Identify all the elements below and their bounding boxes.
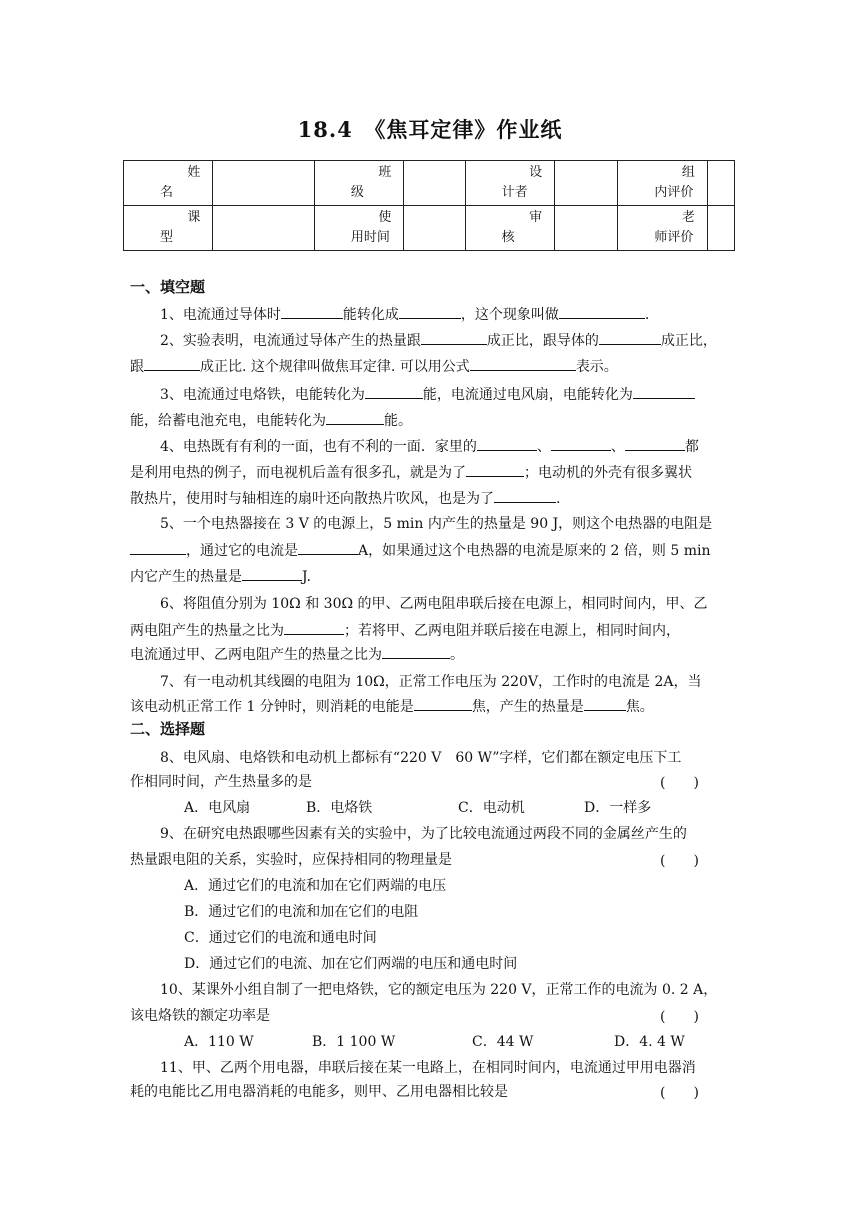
question-7: 7、有一电动机其线圈的电阻为 10Ω，正常工作电压为 220V，工作时的电流是 2A，当: [160, 674, 702, 690]
question-2: 2、实验表明，电流通过导体产生的热量跟 成正比，跟导体的 成正比，: [160, 330, 730, 351]
option-c[interactable]: C．44 W: [472, 1034, 534, 1050]
answer-blank[interactable]: [466, 462, 524, 477]
name-field[interactable]: [213, 161, 314, 206]
question-8: 8、电风扇、电烙铁和电动机上都标有“220 V 60 W”字样，它们都在额定电压下工: [160, 750, 682, 766]
question-5-line-2: ，通过它的电流是 A，如果通过这个电热器的电流是原来的 2 倍，则 5 min: [130, 540, 730, 561]
option-d[interactable]: D．一样多: [584, 800, 652, 816]
answer-blank[interactable]: [284, 620, 344, 635]
option-b[interactable]: B．电烙铁: [306, 800, 373, 816]
class-field[interactable]: [404, 161, 465, 206]
answer-blank[interactable]: [326, 410, 384, 425]
reviewer-field[interactable]: [555, 206, 618, 251]
designer-field[interactable]: [555, 161, 618, 206]
answer-blank[interactable]: [365, 384, 423, 399]
option-d[interactable]: D．通过它们的电流、加在它们两端的电压和通电时间: [184, 956, 518, 972]
answer-parentheses[interactable]: ( ): [660, 853, 699, 869]
question-4: 4、电热既有有利的一面，也有不利的一面．家里的 、 、 都: [160, 436, 730, 457]
designer-label: 设 计者: [465, 161, 554, 206]
teacher-eval-field[interactable]: [707, 206, 734, 251]
answer-blank[interactable]: [625, 436, 685, 451]
answer-blank[interactable]: [470, 356, 576, 371]
answer-parentheses[interactable]: ( ): [660, 1009, 699, 1025]
option-b[interactable]: B．通过它们的电流和加在它们的电阻: [184, 904, 419, 920]
section-heading-fill-in: 一、填空题: [130, 278, 206, 296]
option-a[interactable]: A．110 W: [184, 1034, 254, 1050]
question-3-line-2: 能，给蓄电池充电，电能转化为 能。: [130, 410, 730, 431]
question-4-line-2: 是利用电热的例子，而电视机后盖有很多孔，就是为了 ；电动机的外壳有很多翼状: [130, 462, 730, 483]
option-a[interactable]: A．通过它们的电流和加在它们两端的电压: [184, 878, 447, 894]
answer-blank[interactable]: [559, 304, 645, 319]
question-10-line-2: 该电烙铁的额定功率是: [130, 1008, 270, 1024]
reviewer-label: 审 核: [465, 206, 554, 251]
question-6: 6、将阻值分别为 10Ω 和 30Ω 的甲、乙两电阻串联后接在电源上，相同时间内，甲、乙: [160, 596, 708, 612]
answer-blank[interactable]: [584, 696, 626, 711]
answer-blank[interactable]: [144, 356, 200, 371]
answer-blank[interactable]: [130, 540, 186, 555]
usage-time-label: 使 用时间: [314, 206, 403, 251]
question-8-line-2: 作相同时间，产生热量多的是: [130, 774, 312, 790]
question-4-line-3: 散热片，使用时与轴相连的扇叶还向散热片吹风，也是为了 .: [130, 488, 730, 509]
answer-blank[interactable]: [414, 696, 472, 711]
option-d[interactable]: D．4. 4 W: [614, 1034, 685, 1050]
info-table: [123, 160, 735, 251]
answer-blank[interactable]: [421, 330, 487, 345]
answer-blank[interactable]: [382, 644, 450, 659]
answer-blank[interactable]: [599, 330, 661, 345]
answer-blank[interactable]: [281, 304, 343, 319]
answer-blank[interactable]: [399, 304, 461, 319]
question-3: 3、电流通过电烙铁，电能转化为 能，电流通过电风扇，电能转化为: [160, 384, 730, 405]
question-11: 11、甲、乙两个用电器，串联后接在某一电路上，在相同时间内，电流通过甲用电器消: [160, 1060, 696, 1076]
question-1: 1、电流通过导体时 能转化成 ，这个现象叫做 .: [160, 304, 730, 325]
question-6-line-3: 电流通过甲、乙两电阻产生的热量之比为 。: [130, 644, 730, 665]
info-row: [124, 161, 735, 206]
answer-parentheses[interactable]: ( ): [660, 1085, 699, 1101]
lesson-type-field[interactable]: [213, 206, 314, 251]
group-eval-label: 组 内评价: [618, 161, 707, 206]
question-5-line-3: 内它产生的热量是 J.: [130, 566, 730, 587]
option-b[interactable]: B．1 100 W: [312, 1034, 396, 1050]
lesson-type-label: 课 型: [124, 206, 213, 251]
section-heading-multiple-choice: 二、选择题: [130, 720, 206, 738]
page-title: 18.4 《焦耳定律》作业纸: [297, 117, 563, 142]
answer-blank[interactable]: [633, 384, 695, 399]
option-a[interactable]: A．电风扇: [184, 800, 251, 816]
question-5: 5、一个电热器接在 3 V 的电源上，5 min 内产生的热量是 90 J，则这个电热器的电阻是: [160, 516, 713, 532]
question-11-line-2: 耗的电能比乙用电器消耗的电能多，则甲、乙用电器相比较是: [130, 1084, 508, 1100]
answer-parentheses[interactable]: ( ): [660, 775, 699, 791]
answer-blank[interactable]: [242, 566, 302, 581]
question-6-line-2: 两电阻产生的热量之比为 ；若将甲、乙两电阻并联后接在电源上，相同时间内，: [130, 620, 730, 641]
option-c[interactable]: C．通过它们的电流和通电时间: [184, 930, 377, 946]
question-7-line-2: 该电动机正常工作 1 分钟时，则消耗的电能是 焦，产生的热量是 焦。: [130, 696, 730, 717]
answer-blank[interactable]: [298, 540, 358, 555]
group-eval-field[interactable]: [707, 161, 734, 206]
option-c[interactable]: C．电动机: [458, 800, 525, 816]
question-9-line-2: 热量跟电阻的关系，实验时，应保持相同的物理量是: [130, 852, 452, 868]
name-label: 姓 名: [124, 161, 213, 206]
usage-time-field[interactable]: [404, 206, 465, 251]
answer-blank[interactable]: [477, 436, 537, 451]
answer-blank[interactable]: [494, 488, 556, 503]
question-10: 10、某课外小组自制了一把电烙铁，它的额定电压为 220 V，正常工作的电流为 0. 2 A，: [160, 982, 718, 998]
info-row: [124, 206, 735, 251]
teacher-eval-label: 老 师评价: [618, 206, 707, 251]
question-2-line-2: 跟 成正比. 这个规律叫做焦耳定律. 可以用公式 表示。: [130, 356, 730, 377]
class-label: 班 级: [314, 161, 403, 206]
question-9: 9、在研究电热跟哪些因素有关的实验中，为了比较电流通过两段不同的金属丝产生的: [160, 826, 687, 842]
answer-blank[interactable]: [551, 436, 611, 451]
